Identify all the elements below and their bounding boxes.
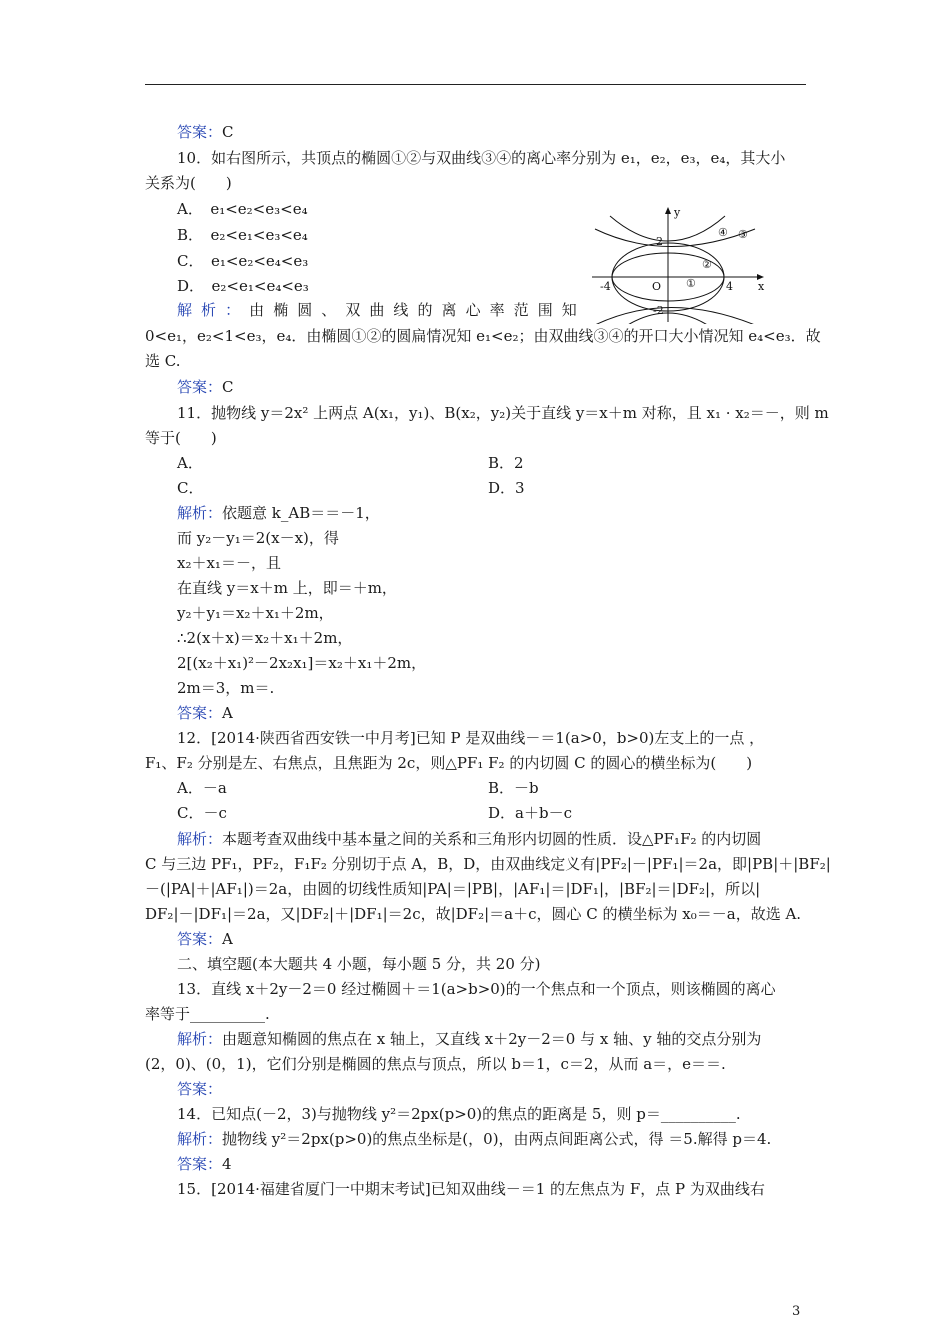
q11-solution-line7: 2[(x₂＋x₁)²－2x₂x₁]＝x₂＋x₁＋2m，	[177, 654, 427, 672]
q15-stem-line1: 15．[2014·福建省厦门一中期末考试]已知双曲线－＝1 的左焦点为 F，点 P 为双曲线右	[177, 1180, 765, 1198]
hyperbola-3-bottom	[595, 308, 755, 325]
header-rule	[145, 84, 806, 85]
q13-solution-line1: 解析：由题意知椭圆的焦点在 x 轴上，又直线 x＋2y－2＝0 与 x 轴、y 轴的交点分别为	[177, 1030, 762, 1048]
q10-option-a: A． e₁<e₂<e₃<e₄	[177, 200, 308, 218]
q11-solution-line4: 在直线 y＝x＋m 上，即＝＋m，	[177, 579, 397, 597]
q12-stem-line1: 12．[2014·陕西省西安铁一中月考]已知 P 是双曲线－＝1(a>0，b>0)左支上的一点 ，	[177, 729, 765, 747]
q14-answer: 答案：4	[177, 1155, 232, 1173]
q10-option-b: B． e₂<e₁<e₃<e₄	[177, 226, 308, 244]
q12-solution-line3: －(|PA|＋|AF₁|)＝2a，由圆的切线性质知|PA|＝|PB|，|AF₁|＝|DF₁|，|BF₂|＝|DF₂|，所以|	[145, 880, 761, 898]
q11-solution-line8: 2m＝3，m＝.	[177, 679, 275, 697]
y-axis-arrow	[665, 207, 671, 214]
q11-solution-line2: 而 y₂－y₁＝2(x－x)，得	[177, 529, 339, 547]
q14-solution: 解析：抛物线 y²＝2px(p>0)的焦点坐标是(，0)，由两点间距离公式，得 ＝5.解得 p＝4.	[177, 1130, 772, 1148]
q11-solution-line3: x₂＋x₁＝－，且	[177, 554, 281, 572]
q11-solution-line1: 解析：依题意 k_AB＝＝－1，	[177, 504, 380, 522]
q12-option-a: A．－a	[177, 779, 227, 797]
q13-stem-line1: 13．直线 x＋2y－2＝0 经过椭圆＋＝1(a>b>0)的一个焦点和一个顶点，则该椭圆的离心	[177, 980, 776, 998]
q12-solution-line2: C 与三边 PF₁，PF₂，F₁F₂ 分别切于点 A，B，D，由双曲线定义有|PF₂|－|PF₁|＝2a，即|PB|＋|BF₂|	[145, 855, 831, 873]
hyperbola-3-top	[595, 229, 755, 247]
curve-label-3: ③	[738, 228, 748, 241]
q10-stem-line2: 关系为( )	[145, 174, 232, 192]
q12-solution-line1: 解析：本题考查双曲线中基本量之间的关系和三角形内切圆的性质．设△PF₁F₂ 的内切圆	[177, 830, 762, 848]
figure-svg	[590, 204, 770, 324]
q11-stem-line2: 等于( )	[145, 429, 217, 447]
x-axis-label: x	[758, 280, 765, 293]
q10-answer: 答案：C	[177, 378, 234, 396]
q14-stem: 14．已知点(－2，3)与抛物线 y²＝2px(p>0)的焦点的距离是 5，则 p＝__________.	[177, 1105, 741, 1123]
q13-stem-line2: 率等于__________.	[145, 1005, 270, 1023]
q12-option-b: B．－b	[488, 779, 539, 797]
y-axis-label: y	[674, 206, 681, 219]
q10-option-c: C． e₁<e₂<e₄<e₃	[177, 252, 309, 270]
q12-answer: 答案：A	[177, 930, 233, 948]
q12-option-c: C．－c	[177, 804, 227, 822]
tick-label-4: 4	[726, 280, 733, 293]
q11-option-c: C．	[177, 479, 204, 497]
curve-label-2: ②	[702, 258, 712, 271]
q11-answer: 答案：A	[177, 704, 233, 722]
q11-solution-line6: ∴2(x＋x)＝x₂＋x₁＋2m，	[177, 629, 353, 647]
q11-stem-line1: 11．抛物线 y＝2x² 上两点 A(x₁，y₁)、B(x₂，y₂)关于直线 y＝x＋m 对称，且 x₁ · x₂＝－，则 m	[177, 404, 829, 422]
q11-option-d: D．3	[488, 479, 525, 497]
q10-solution-line3: 选 C.	[145, 352, 181, 370]
q13-answer: 答案：	[177, 1080, 223, 1098]
q11-option-b: B．2	[488, 454, 524, 472]
ellipse-hyperbola-figure	[590, 204, 770, 324]
q10-solution-line1: 解 析 ： 由 椭 圆 、 双 曲 线 的 离 心 率 范 围 知	[177, 301, 577, 319]
curve-label-1: ①	[686, 277, 696, 290]
curve-label-4: ④	[718, 226, 728, 239]
q9-answer: 答案：C	[177, 123, 234, 141]
q10-stem-line1: 10．如右图所示，共顶点的椭圆①②与双曲线③④的离心率分别为 e₁，e₂，e₃，e₄，其大小	[177, 149, 786, 167]
origin-label: O	[652, 280, 662, 293]
q11-solution-line5: y₂＋y₁＝x₂＋x₁＋2m，	[177, 604, 334, 622]
q12-option-d: D．a＋b－c	[488, 804, 572, 822]
tick-label-neg4: -4	[600, 280, 611, 293]
q10-option-d: D． e₂<e₁<e₄<e₃	[177, 277, 309, 295]
q10-solution-line2: 0<e₁，e₂<1<e₃，e₄．由椭圆①②的圆扁情况知 e₁<e₂；由双曲线③④的开口大小情况知 e₄<e₃．故	[145, 327, 821, 345]
q12-solution-line4: DF₂|－|DF₁|＝2a，又|DF₂|＋|DF₁|＝2c，故|DF₂|＝a＋c，圆心 C 的横坐标为 x₀＝－a，故选 A.	[145, 905, 802, 923]
q13-solution-line2: (2，0)、(0，1)，它们分别是椭圆的焦点与顶点，所以 b＝1，c＝2，从而 a＝，e＝＝.	[145, 1055, 726, 1073]
q12-stem-line2: F₁、F₂ 分别是左、右焦点，且焦距为 2c，则△PF₁ F₂ 的内切圆 C 的圆心的横坐标为( )	[145, 754, 753, 772]
q11-option-a: A．	[177, 454, 203, 472]
page-number: 3	[792, 1304, 801, 1319]
tick-label-neg2: -2	[653, 304, 664, 317]
tick-label-2: 2	[656, 235, 663, 248]
section-heading-fill-in: 二、填空题(本大题共 4 小题，每小题 5 分，共 20 分)	[177, 955, 541, 973]
